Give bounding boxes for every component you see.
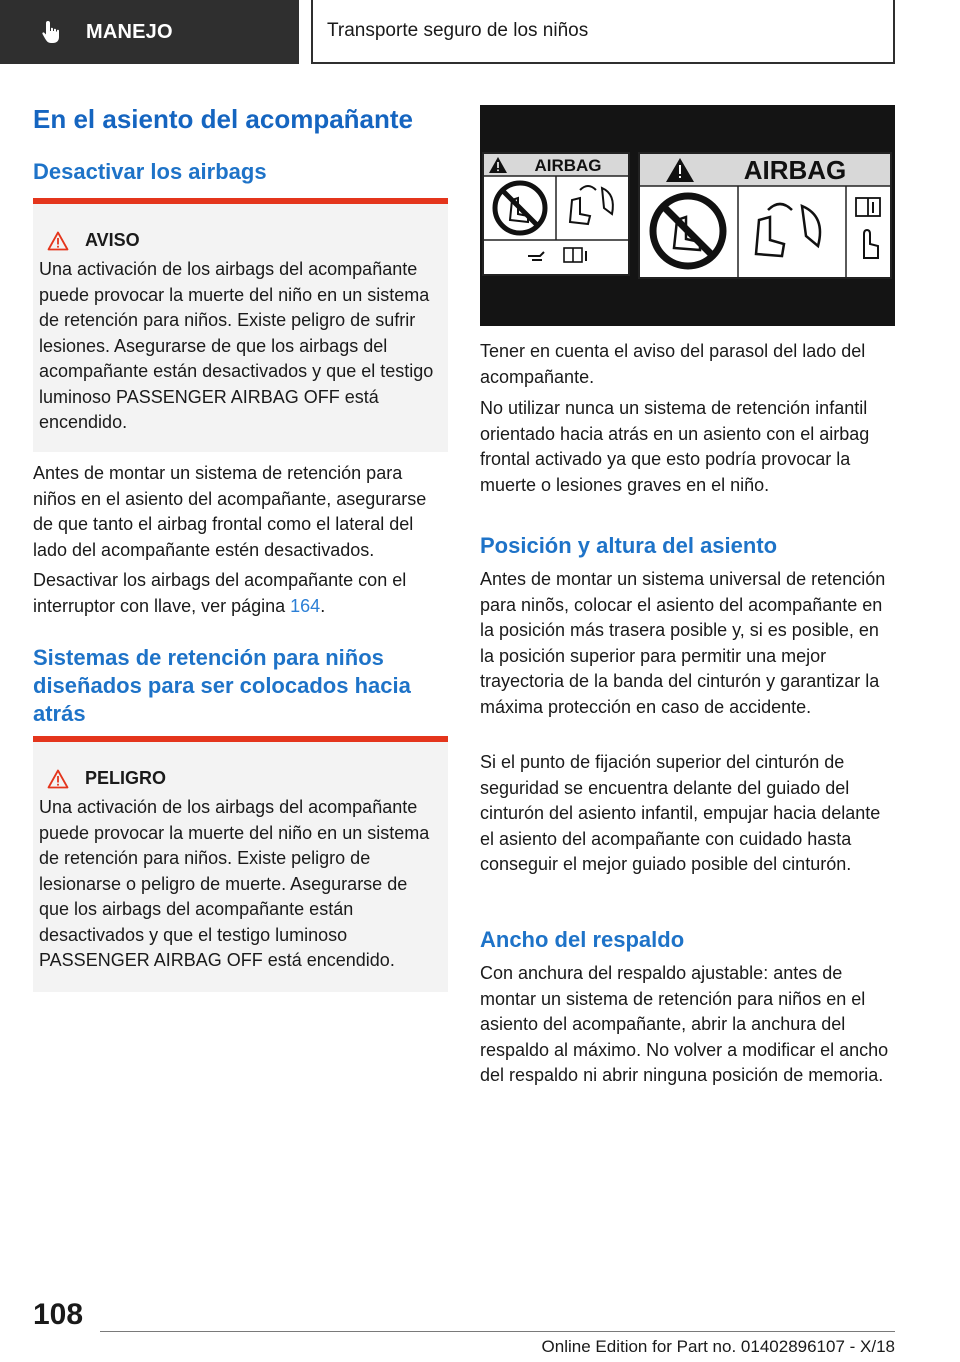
airbag-label-large [638,152,892,279]
section-title: MANEJO [86,20,173,43]
section-heading: Posición y altura del asiento [480,533,778,558]
chapter-title: Transporte seguro de los niños [327,20,589,41]
chapter-header [311,0,895,64]
section-heading: Sistemas de retención para niños diseñados para ser colocados hacia atrás [33,645,411,726]
danger-title: PELIGRO [85,768,167,788]
section-tab [0,0,299,64]
paragraph: Tener en cuenta el aviso del parasol del lado del acompañante. [480,341,866,387]
paragraph: Antes de montar un sistema de retención para niños en el asiento del acompañante, asegurarse de que tanto el airbag frontal como el lateral del lado del acompañante estén desactivados. [33,463,427,560]
airbag-warning-graphic-large [640,154,890,277]
footer-divider [100,1331,895,1332]
warning-triangle-icon [47,769,69,789]
paragraph: No utilizar nunca un sistema de retención infantil orientado hacia atrás en un asiento con el airbag frontal activado ya que esto podría provocar la muerte o lesiones graves en el niño. [480,398,870,495]
paragraph [33,568,448,619]
danger-box [33,736,448,992]
airbag-label-small [482,152,630,276]
warning-triangle-icon [47,231,69,251]
paragraph-text: Desactivar los airbags del acompañante con el interruptor con llave, ver página [33,570,407,616]
hand-pointer-icon [40,19,66,45]
edition-footer: Online Edition for Part no. 01402896107 - X/18 [541,1337,895,1356]
airbag-label-text-large: AIRBAG [743,155,847,185]
warning-title: AVISO [85,230,140,250]
warning-text: Una activación de los airbags del acompañante puede provocar la muerte del niño en un sistema de retención para niños. Existe peligro de sufrir lesiones. Asegurarse de que los airbags del acompañante están desactivados y que el testigo luminoso PASSENGER AIRBAG OFF está encendido. [39,259,434,432]
danger-header [39,768,442,789]
page-link[interactable]: 164 [290,595,321,616]
paragraph-end: . [320,595,326,616]
paragraph: Antes de montar un sistema universal de retención para ninõs, colocar el asiento del acompañante en la posición más trasera posible y, si es posible, en la posición superior para permitir una mejor trayectoria de la banda del cinturón y garantizar la máxima protección en caso de accidente. [480,569,886,717]
airbag-label-image [480,105,895,326]
warning-box [33,198,448,452]
page-heading: En el asiento del acompañante [33,104,413,134]
airbag-warning-graphic [484,154,628,274]
section-heading: Ancho del respaldo [480,927,685,952]
paragraph: Con anchura del respaldo ajustable: antes de montar un sistema de retención para niños en el asiento del acompañante, abrir la anchura del respaldo al máximo. No volver a modificar el ancho del respaldo ni abrir ninguna posición de memoria. [480,963,889,1085]
paragraph: Si el punto de fijación superior del cinturón de seguridad se encuentra delante del guiado del cinturón del asiento infantil, empujar hacia delante el asiento del acompañante con cuidado hasta conseguir el mejor guiado posible del cinturón. [480,752,881,874]
page-number: 108 [33,1298,84,1331]
danger-text: Una activación de los airbags del acompañante puede provocar la muerte del niño en un sistema de retención para niños. Existe peligro de lesionarse o peligro de muerte. Asegurarse de que los airbags del acompañante están desactivados y que el testigo luminoso PASSENGER AIRBAG OFF está encendido. [39,797,430,970]
warning-header [39,230,442,251]
section-heading: Desactivar los airbags [33,159,267,184]
airbag-label-text: AIRBAG [534,156,602,175]
